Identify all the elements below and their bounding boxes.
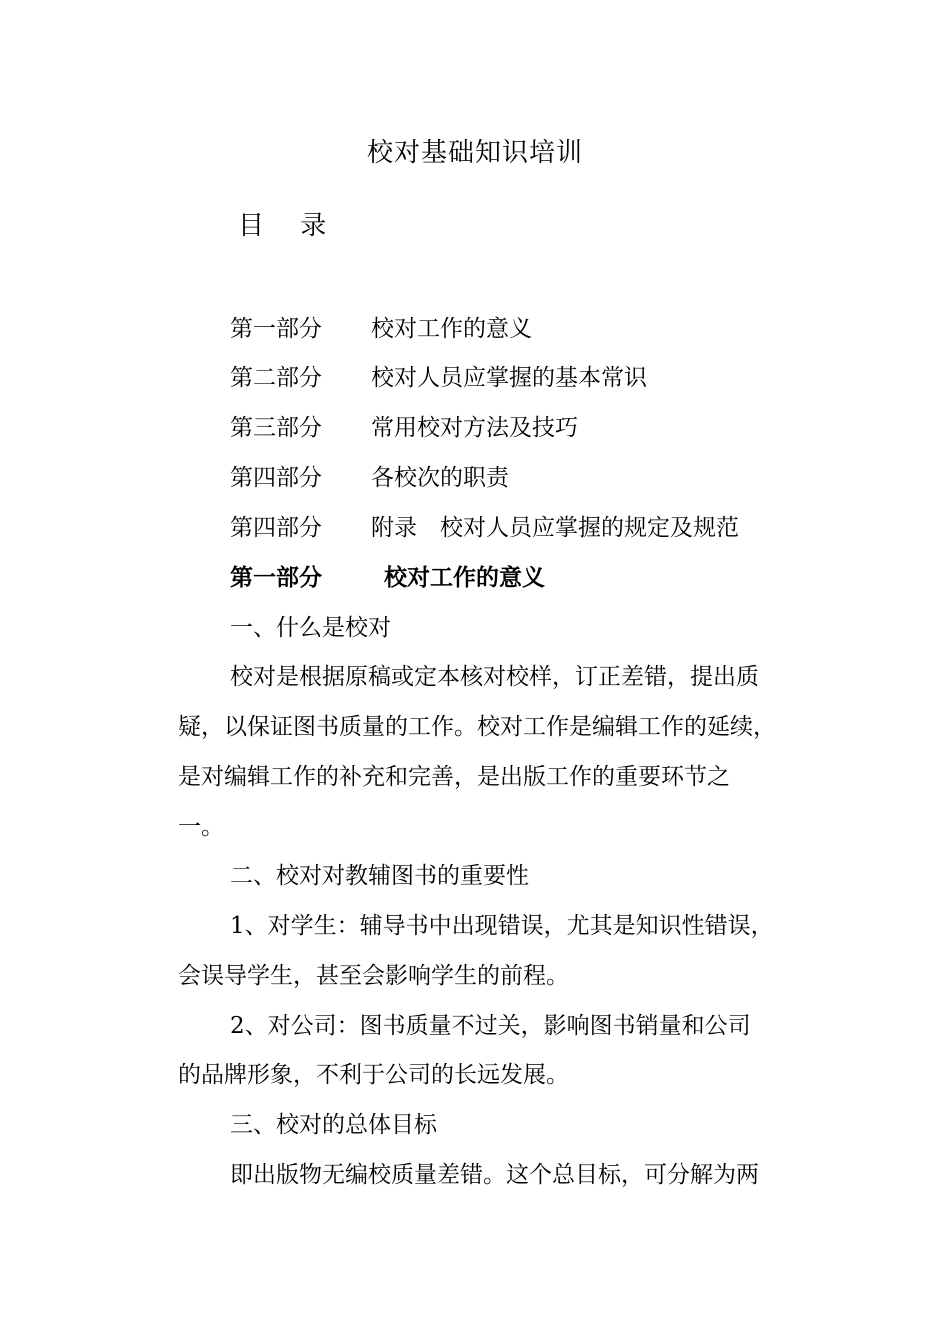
section-heading-name: 校对工作的意义 xyxy=(384,565,545,591)
paragraph-line: 即出版物无编校质量差错。这个总目标，可分解为两 xyxy=(230,1162,759,1188)
section-heading xyxy=(230,560,850,596)
paragraph-line: 校对是根据原稿或定本核对校样，订正差错，提出质 xyxy=(230,664,759,690)
toc-entry-name: 校对人员应掌握的基本常识 xyxy=(371,365,647,391)
paragraph-line: 的品牌形象，不利于公司的长远发展。 xyxy=(178,1062,569,1088)
section-heading-part: 第一部分 xyxy=(230,565,322,591)
paragraph-line: 疑，以保证图书质量的工作。校对工作是编辑工作的延续， xyxy=(178,714,776,740)
document-title: 校对基础知识培训 xyxy=(366,138,583,168)
toc-entry-part: 第四部分 xyxy=(230,515,322,541)
toc-heading: 目 录 xyxy=(238,211,341,241)
paragraph-line: 1、对学生：辅导书中出现错误，尤其是知识性错误， xyxy=(230,913,774,939)
toc-entry xyxy=(230,510,850,546)
subheading: 二、校对对教辅图书的重要性 xyxy=(230,863,529,889)
paragraph-line: 会误导学生，甚至会影响学生的前程。 xyxy=(178,963,569,989)
paragraph-line: 是对编辑工作的补充和完善，是出版工作的重要环节之 xyxy=(178,764,730,790)
toc-entry-part: 第四部分 xyxy=(230,465,322,491)
toc-entry xyxy=(230,410,850,446)
toc-entry xyxy=(230,311,850,347)
subheading: 一、什么是校对 xyxy=(230,615,391,641)
toc-entry-part: 第一部分 xyxy=(230,316,322,342)
paragraph-line: 2、对公司：图书质量不过关，影响图书销量和公司 xyxy=(230,1013,751,1039)
toc-entry-name: 校对工作的意义 xyxy=(371,316,532,342)
toc-entry-part: 第三部分 xyxy=(230,415,322,441)
paragraph-line: 一。 xyxy=(178,814,224,840)
toc-entry xyxy=(230,360,850,396)
toc-entry-part: 第二部分 xyxy=(230,365,322,391)
toc-entry-name: 各校次的职责 xyxy=(371,465,509,491)
toc-entry xyxy=(230,460,850,496)
subheading: 三、校对的总体目标 xyxy=(230,1112,437,1138)
toc-entry-name: 附录 校对人员应掌握的规定及规范 xyxy=(371,515,739,541)
toc-entry-name: 常用校对方法及技巧 xyxy=(371,415,578,441)
